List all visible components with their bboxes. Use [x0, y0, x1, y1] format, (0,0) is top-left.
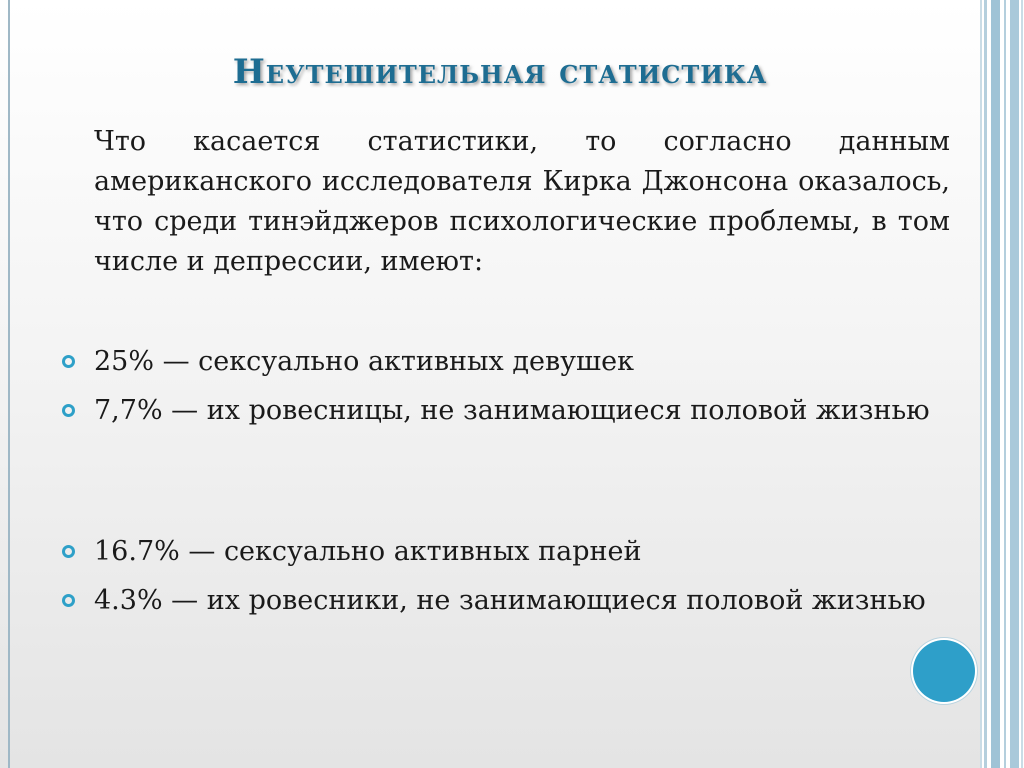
list-item: [62, 531, 942, 573]
decorative-circle: [913, 640, 975, 702]
bullet-text: 7,7% — их ровесницы, не занимающиеся половой жизнью: [94, 395, 930, 426]
left-frame-line: [8, 0, 10, 768]
right-decorative-stripes: [980, 0, 1024, 768]
slide-title: Неутешительная статистика: [232, 52, 768, 92]
bullet-text: 4.3% — их ровесники, не занимающиеся половой жизнью: [94, 585, 926, 616]
bullet-text: 25% — сексуально активных девушек: [94, 346, 634, 377]
intro-paragraph: Что касается статистики, то согласно данным американского исследователя Кирка Джонсона оказалось, что среди тинэйджеров психологические проблемы, в том числе и депрессии, имеют:: [94, 126, 950, 277]
hollow-circle-bullet-icon: [62, 594, 75, 607]
list-item: [62, 341, 942, 383]
hollow-circle-bullet-icon: [62, 545, 75, 558]
hollow-circle-bullet-icon: [62, 355, 75, 368]
list-item: [62, 390, 942, 432]
bullet-text: 16.7% — сексуально активных парней: [94, 536, 642, 567]
list-item: [62, 580, 942, 622]
hollow-circle-bullet-icon: [62, 404, 75, 417]
